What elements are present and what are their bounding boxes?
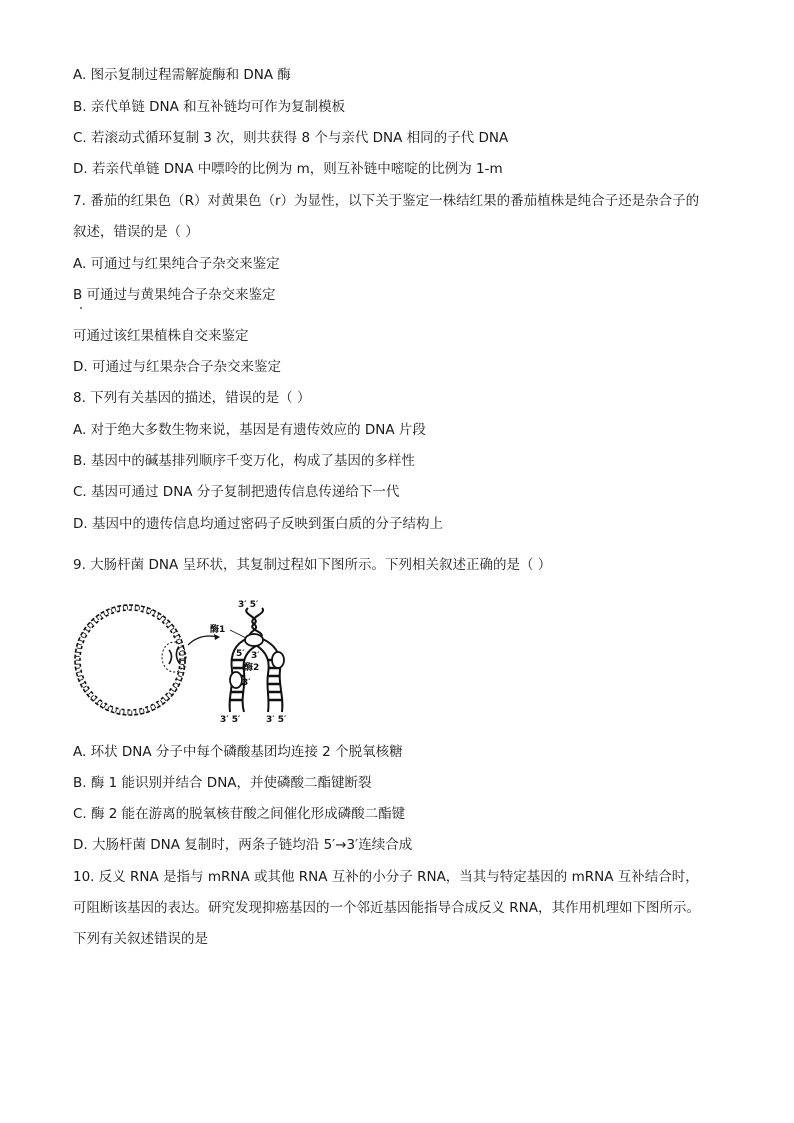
q7-option-a: A. 可通过与红果纯合子杂交来鉴定 xyxy=(73,256,280,272)
arrow xyxy=(188,636,218,645)
q9-stem: 9. 大肠杆菌 DNA 呈环状，其复制过程如下图所示。下列相关叙述正确的是（ ） xyxy=(73,557,552,573)
highlight-circle xyxy=(162,642,186,672)
label-mid-5prime: 5′ xyxy=(236,649,245,659)
q7-stem-line1: 7. 番茄的红果色（R）对黄果色（r）为显性，以下关于鉴定一株结红果的番茄植株是纯合子还是杂合子的 xyxy=(73,193,700,209)
enzyme-2-label: 酶2 xyxy=(244,663,260,673)
label-mid-3prime-2: 3′ xyxy=(242,678,251,688)
dna-replication-figure xyxy=(70,600,310,728)
q10-line3: 下列有关叙述错误的是 xyxy=(73,931,208,947)
q7-stem-line2: 叙述，错误的是（ ） xyxy=(73,224,199,240)
q8-option-a: A. 对于绝大多数生物来说，基因是有遗传效应的 DNA 片段 xyxy=(73,422,426,438)
q9-option-c: C. 酶 2 能在游离的脱氧核苷酸之间催化形成磷酸二酯键 xyxy=(73,806,406,822)
q6-option-b: B. 亲代单链 DNA 和互补链均可作为复制模板 xyxy=(73,99,346,115)
q8-option-d: D. 基因中的遗传信息均通过密码子反映到蛋白质的分子结构上 xyxy=(73,516,443,532)
q10-line2: 可阻断该基因的表达。研究发现抑癌基因的一个邻近基因能指导合成反义 RNA，其作用机理如下图所示。 xyxy=(73,900,701,916)
dna-replication-diagram xyxy=(70,600,310,728)
q10-line1: 10. 反义 RNA 是指与 mRNA 或其他 RNA 互补的小分子 RNA，当其与特定基因的 mRNA 互补结合时， xyxy=(73,869,699,885)
label-mid-3prime: 3′ xyxy=(251,651,260,661)
enzyme-1-label: 酶1 xyxy=(210,625,226,635)
q8-stem: 8. 下列有关基因的描述，错误的是（ ） xyxy=(73,390,311,406)
q8-option-b: B. 基因中的碱基排列顺序千变万化，构成了基因的多样性 xyxy=(73,453,415,469)
q7-option-d: D. 可通过与红果杂合子杂交来鉴定 xyxy=(73,359,281,375)
q6-option-d: D. 若亲代单链 DNA 中嘌呤的比例为 m，则互补链中嘧啶的比例为 1-m xyxy=(73,161,503,177)
q9-option-b: B. 酶 1 能识别并结合 DNA，并使磷酸二酯键断裂 xyxy=(73,775,372,791)
q9-option-a: A. 环状 DNA 分子中每个磷酸基团均连接 2 个脱氧核糖 xyxy=(73,744,403,760)
q7-option-b: B 可通过与黄果纯合子杂交来鉴定 xyxy=(73,287,276,303)
q6-option-a: A. 图示复制过程需解旋酶和 DNA 酶 xyxy=(73,67,291,83)
q8-option-c: C. 基因可通过 DNA 分子复制把遗传信息传递给下一代 xyxy=(73,484,400,500)
label-bottom-left: 3′ 5′ xyxy=(220,715,241,725)
q9-option-d: D. 大肠杆菌 DNA 复制时，两条子链均沿 5′→3′连续合成 xyxy=(73,837,413,853)
q6-option-c: C. 若滚动式循环复制 3 次，则共获得 8 个与亲代 DNA 相同的子代 DNA xyxy=(73,130,509,146)
label-bottom-right: 3′ 5′ xyxy=(266,715,287,725)
label-top: 3′ 5′ xyxy=(238,600,259,610)
q7-option-c: 可通过该红果植株自交来鉴定 xyxy=(73,328,249,344)
stray-dot xyxy=(80,307,82,309)
circular-dna xyxy=(75,605,185,715)
